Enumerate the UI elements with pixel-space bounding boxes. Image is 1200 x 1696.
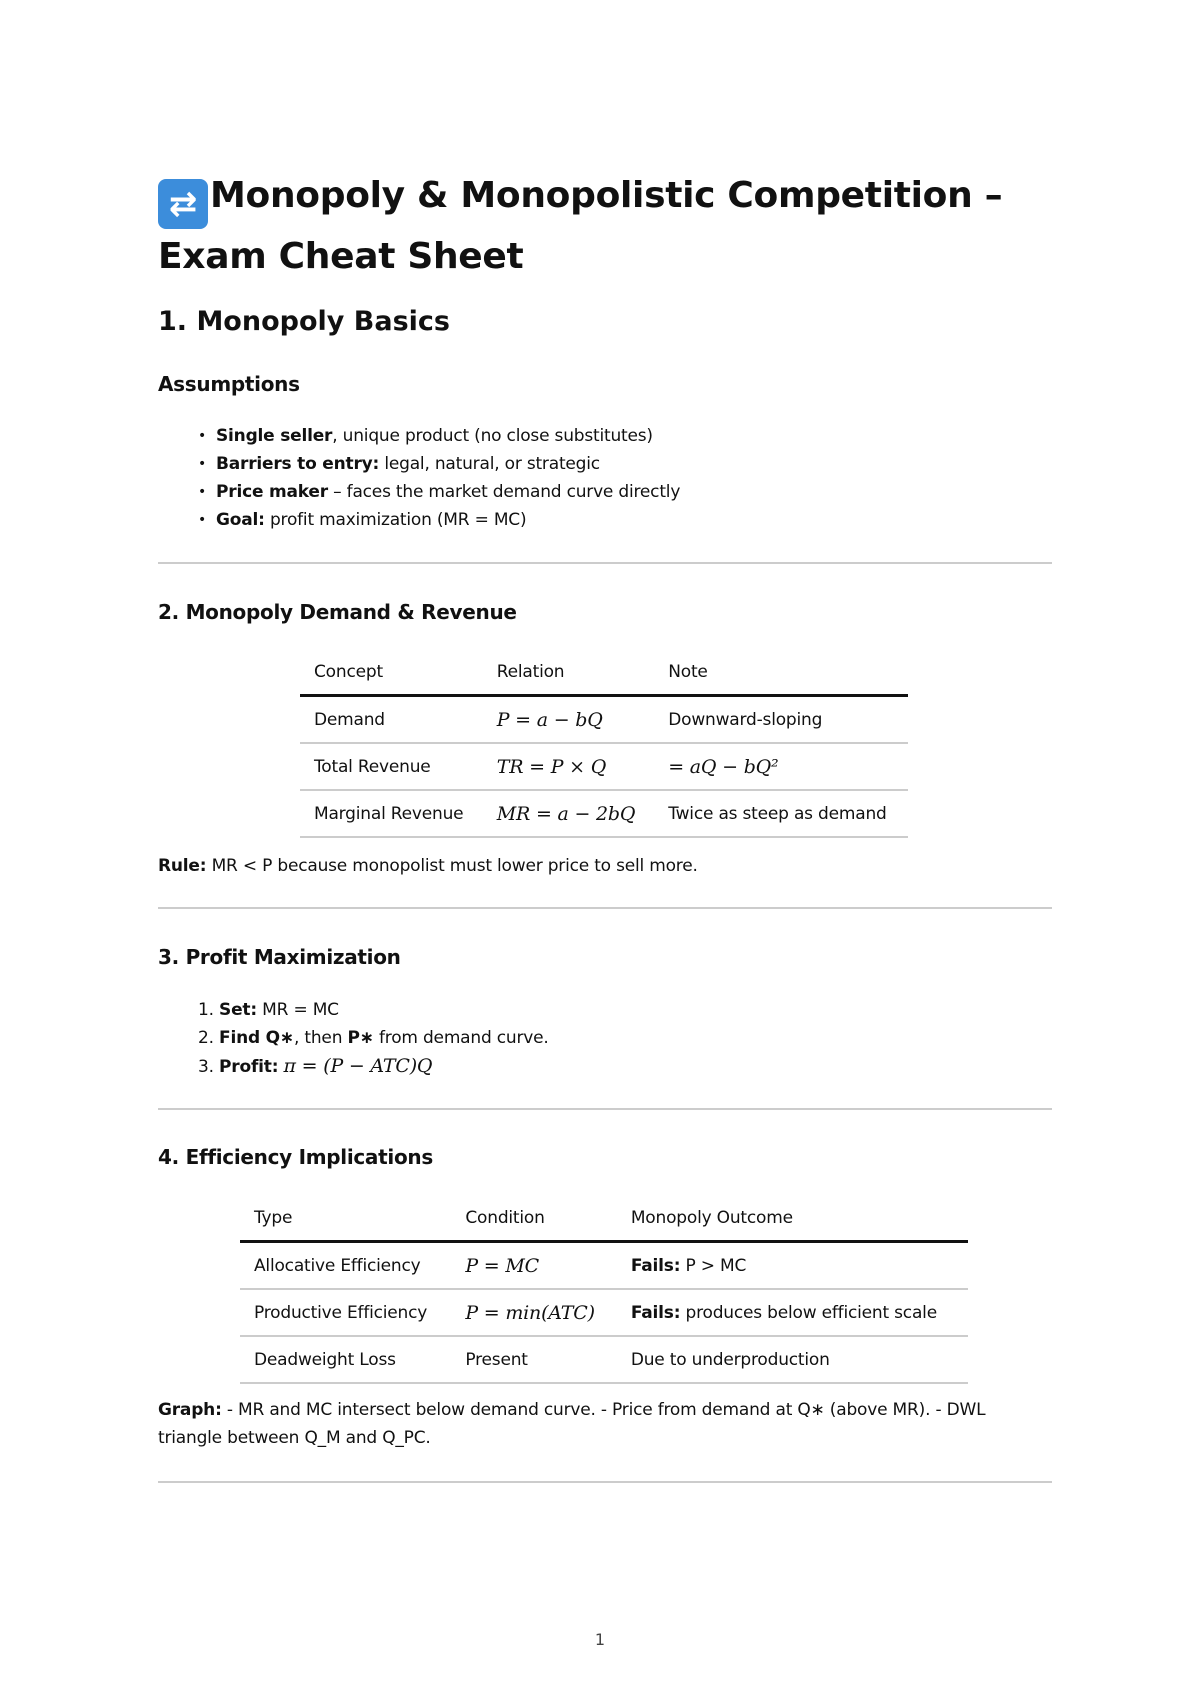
table-cell: Twice as steep as demand bbox=[654, 790, 908, 837]
list-item: • Barriers to entry: legal, natural, or strategic bbox=[198, 450, 680, 478]
assumptions-list bbox=[198, 422, 680, 534]
table-header-row bbox=[240, 1196, 968, 1242]
formula-cell: = aQ − bQ² bbox=[654, 743, 908, 790]
list-item: • Single seller, unique product (no close substitutes) bbox=[198, 422, 680, 450]
section3-heading: 3. Profit Maximization bbox=[158, 945, 401, 969]
formula-cell: TR = P × Q bbox=[483, 743, 654, 790]
column-header: Concept bbox=[300, 650, 483, 696]
section2-heading: 2. Monopoly Demand & Revenue bbox=[158, 600, 517, 624]
demand-revenue-table bbox=[300, 650, 908, 838]
table-row bbox=[240, 1289, 968, 1336]
page-number: 1 bbox=[594, 1630, 606, 1649]
assumptions-heading: Assumptions bbox=[158, 372, 300, 396]
formula-cell: P = min(ATC) bbox=[451, 1289, 616, 1336]
table-cell: Fails: produces below efficient scale bbox=[617, 1289, 968, 1336]
title-text: Monopoly & Monopolistic Competition – Exam Cheat Sheet bbox=[158, 175, 1003, 277]
efficiency-table bbox=[240, 1196, 968, 1384]
list-item: 2. Find Q∗, then P∗ from demand curve. bbox=[198, 1028, 549, 1048]
table-cell: Productive Efficiency bbox=[240, 1289, 451, 1336]
column-header: Type bbox=[240, 1196, 451, 1242]
arrows-swap-icon: ⇄ bbox=[158, 179, 208, 229]
table-row bbox=[240, 1242, 968, 1290]
table-cell: Deadweight Loss bbox=[240, 1336, 451, 1383]
formula-cell: MR = a − 2bQ bbox=[483, 790, 654, 837]
table-row bbox=[300, 743, 908, 790]
table-cell: Fails: P > MC bbox=[617, 1242, 968, 1290]
graph-note: Graph: - MR and MC intersect below demand curve. - Price from demand at Q∗ (above MR). - DWL triangle between Q_M and Q_PC. bbox=[158, 1400, 986, 1448]
column-header: Monopoly Outcome bbox=[617, 1196, 968, 1242]
table-cell: Allocative Efficiency bbox=[240, 1242, 451, 1290]
list-item: 3. Profit: π = (P − ATC)Q bbox=[198, 1055, 433, 1077]
section4-heading: 4. Efficiency Implications bbox=[158, 1145, 433, 1169]
column-header: Condition bbox=[451, 1196, 616, 1242]
table-cell: Marginal Revenue bbox=[300, 790, 483, 837]
divider bbox=[158, 1108, 1052, 1110]
table-cell: Demand bbox=[300, 696, 483, 744]
list-item: • Goal: profit maximization (MR = MC) bbox=[198, 506, 680, 534]
divider bbox=[158, 562, 1052, 564]
table-cell: Present bbox=[451, 1336, 616, 1383]
profit-formula: π = (P − ATC)Q bbox=[283, 1055, 433, 1077]
section1-heading: 1. Monopoly Basics bbox=[158, 306, 450, 337]
table-row bbox=[240, 1336, 968, 1383]
table-header-row bbox=[300, 650, 908, 696]
profit-steps-list bbox=[198, 996, 549, 1080]
formula-cell: P = a − bQ bbox=[483, 696, 654, 744]
column-header: Note bbox=[654, 650, 908, 696]
list-item: 1. Set: MR = MC bbox=[198, 1000, 339, 1020]
table-cell: Downward-sloping bbox=[654, 696, 908, 744]
column-header: Relation bbox=[483, 650, 654, 696]
table-row bbox=[300, 790, 908, 837]
divider bbox=[158, 907, 1052, 909]
list-item: • Price maker – faces the market demand curve directly bbox=[198, 478, 680, 506]
formula-cell: P = MC bbox=[451, 1242, 616, 1290]
divider bbox=[158, 1481, 1052, 1483]
table-cell: Due to underproduction bbox=[617, 1336, 968, 1383]
page-title bbox=[158, 168, 1052, 285]
table-cell: Total Revenue bbox=[300, 743, 483, 790]
rule-note: Rule: MR < P because monopolist must lower price to sell more. bbox=[158, 856, 698, 876]
table-row bbox=[300, 696, 908, 744]
